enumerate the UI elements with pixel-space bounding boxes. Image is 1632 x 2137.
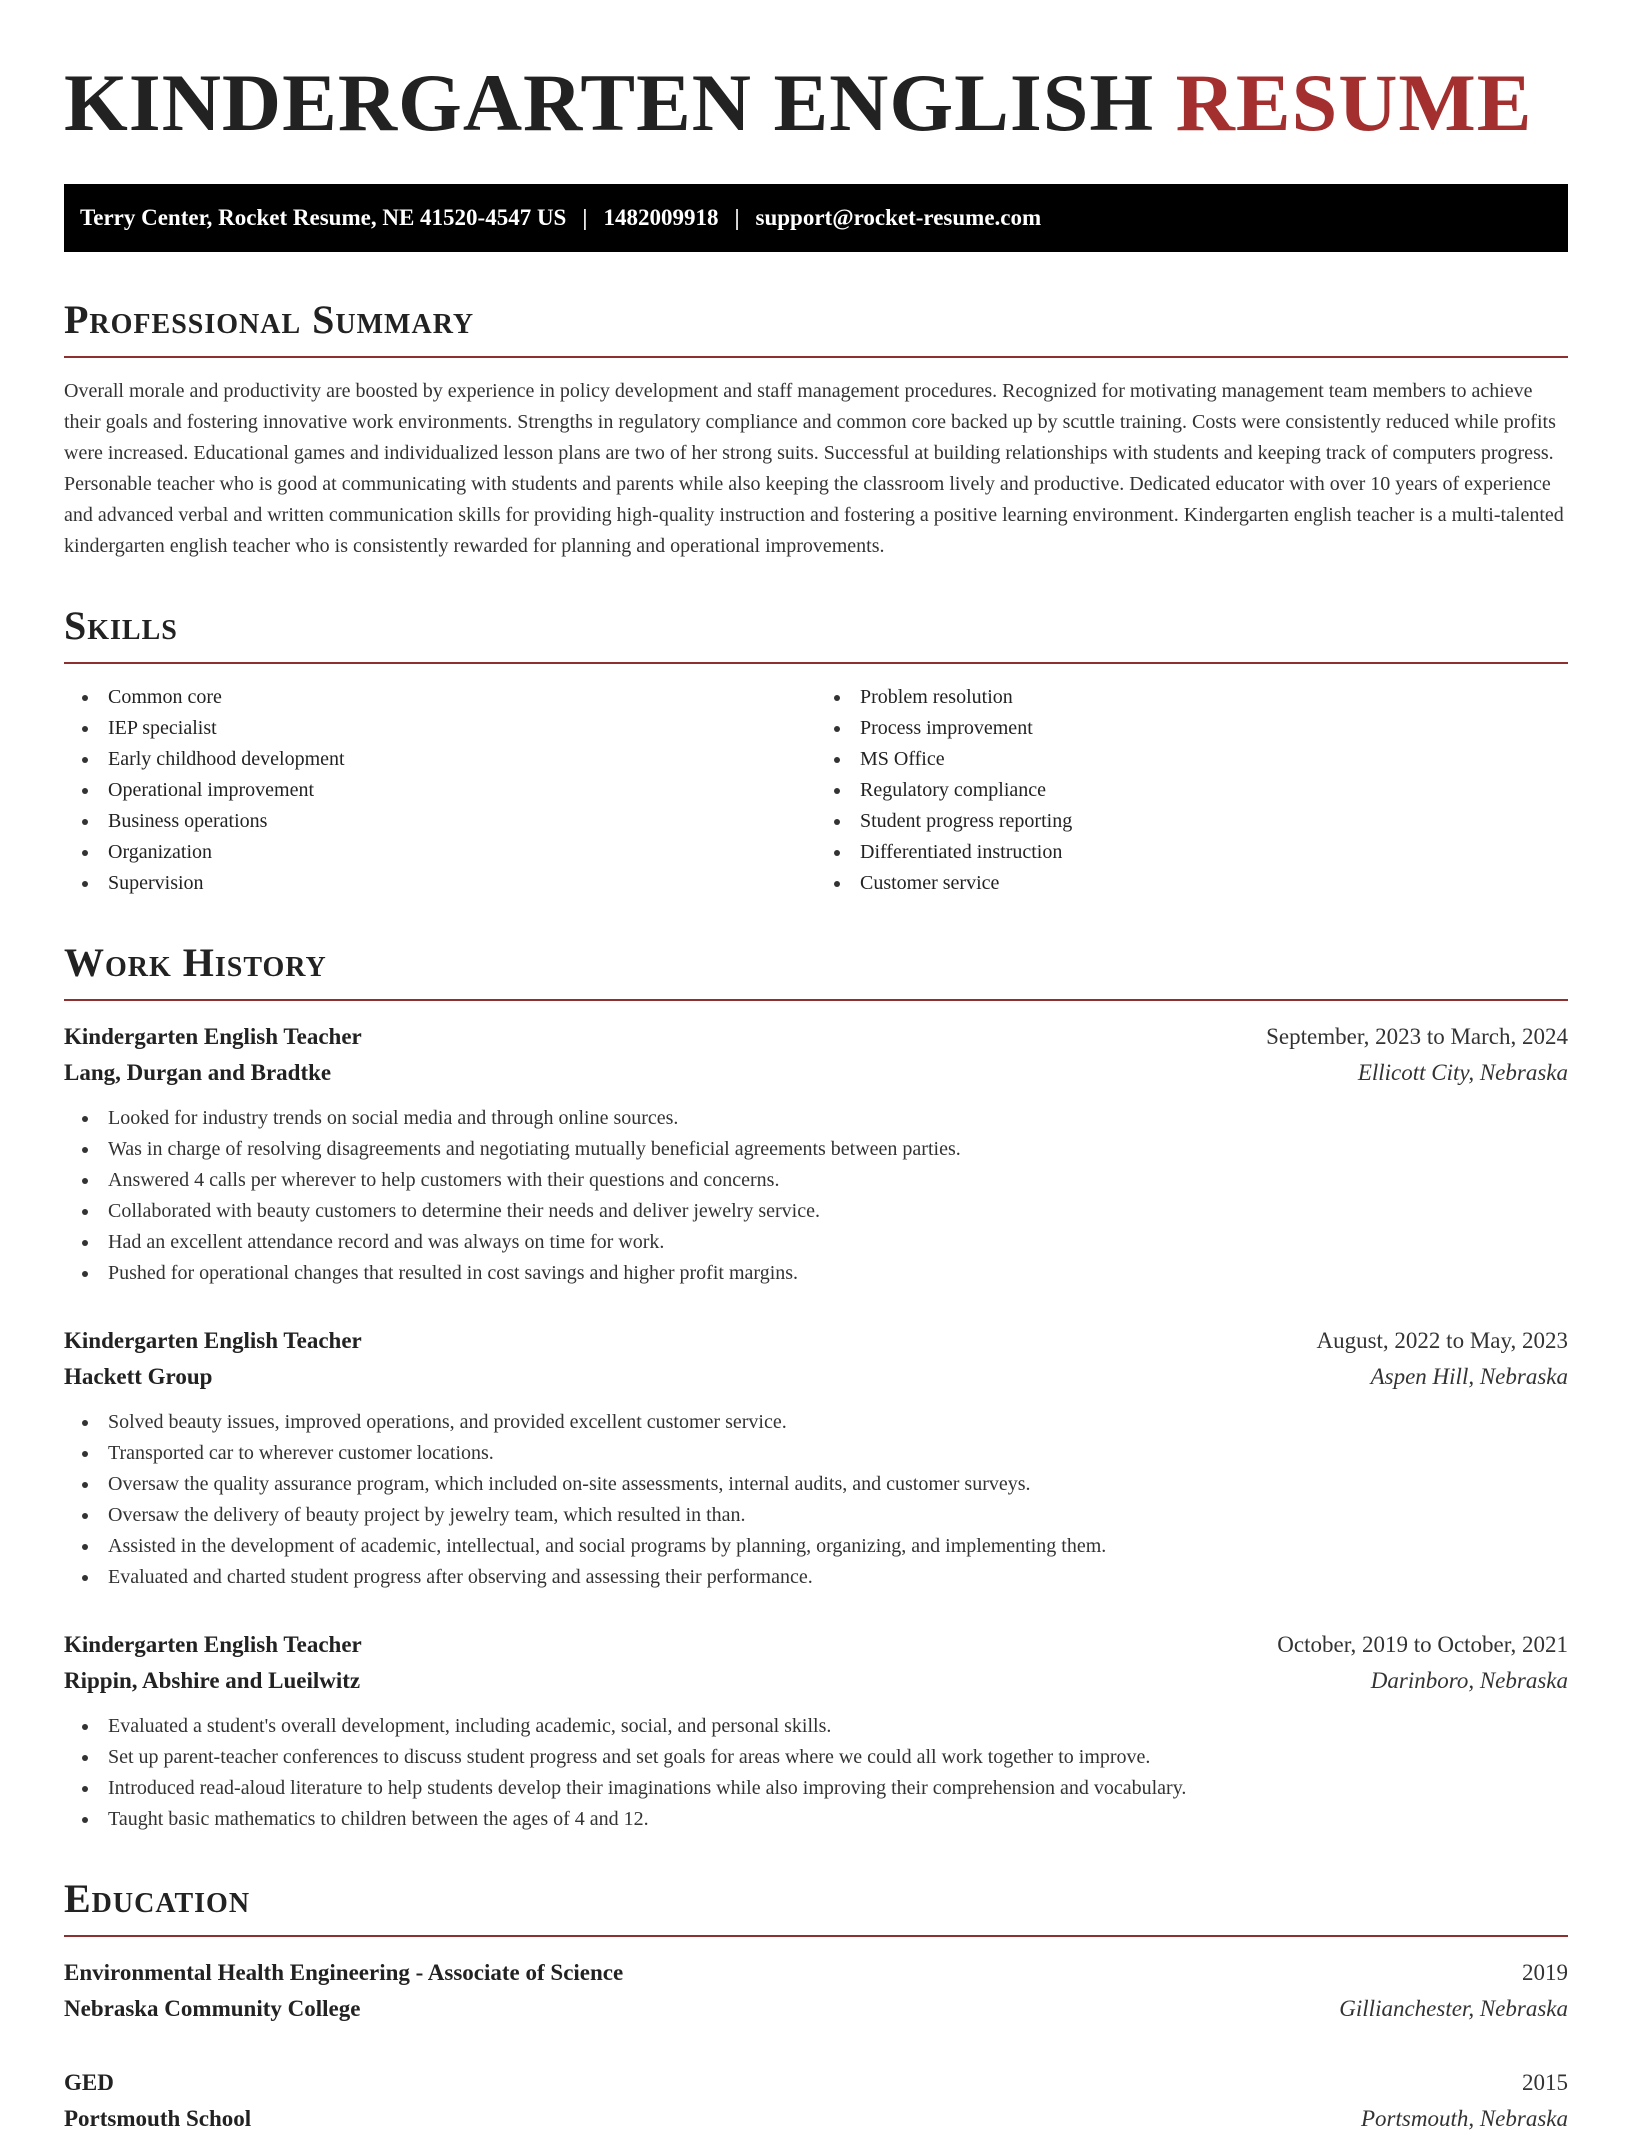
education-school: Nebraska Community College [64,1996,361,2021]
contact-address: Terry Center, Rocket Resume, NE 41520-4547 US [80,205,567,230]
section-title: Work History [64,940,327,985]
job-duty: Introduced read-aloud literature to help students develop their imaginations while also improving their comprehension and vocabulary. [64,1773,1568,1804]
skill-item: Business operations [64,806,816,837]
job-dates: August, 2022 to May, 2023 [1316,1328,1568,1353]
job-duty: Transported car to wherever customer locations. [64,1438,1568,1469]
section-title: Skills [64,603,178,648]
contact-separator: | [734,205,740,230]
education-entry [64,2065,1568,2137]
section-divider [64,999,1568,1001]
job-header [64,1323,1568,1359]
education-subheader [64,2101,1568,2137]
job-duty: Oversaw the delivery of beauty project by jewelry team, which resulted in than. [64,1500,1568,1531]
title-accent: RESUME [1175,57,1533,148]
job-location: Aspen Hill, Nebraska [1370,1364,1568,1389]
job-location: Darinboro, Nebraska [1370,1668,1568,1693]
skill-item: Student progress reporting [816,806,1568,837]
job-duty: Was in charge of resolving disagreements and negotiating mutually beneficial agreements between parties. [64,1134,1568,1165]
education-year: 2019 [1522,1960,1568,1985]
skills-column-right [816,682,1568,899]
section-divider [64,356,1568,358]
job-dates: September, 2023 to March, 2024 [1266,1024,1568,1049]
education-degree: GED [64,2070,114,2095]
job-duty: Looked for industry trends on social media and through online sources. [64,1103,1568,1134]
job-subheader [64,1055,1568,1091]
job-entry [64,1019,1568,1289]
skill-item: Process improvement [816,713,1568,744]
section-title: Professional Summary [64,297,475,342]
section-title: Education [64,1876,251,1921]
job-duty: Evaluated a student's overall development, including academic, social, and personal skills. [64,1711,1568,1742]
job-duty: Set up parent-teacher conferences to discuss student progress and set goals for areas where we could all work together to improve. [64,1742,1568,1773]
job-header [64,1627,1568,1663]
job-title: Kindergarten English Teacher [64,1328,362,1353]
education-location: Portsmouth, Nebraska [1361,2106,1568,2131]
job-duty: Taught basic mathematics to children between the ages of 4 and 12. [64,1804,1568,1835]
job-duties [64,1407,1568,1593]
skill-item: MS Office [816,744,1568,775]
job-dates: October, 2019 to October, 2021 [1277,1632,1568,1657]
contact-phone: 1482009918 [603,205,719,230]
skill-item: Early childhood development [64,744,816,775]
job-duty: Had an excellent attendance record and was always on time for work. [64,1227,1568,1258]
job-header [64,1019,1568,1055]
summary-section [64,296,1568,562]
skill-item: Organization [64,837,816,868]
skills-section [64,602,1568,899]
skill-item: IEP specialist [64,713,816,744]
job-title: Kindergarten English Teacher [64,1632,362,1657]
skill-item: Operational improvement [64,775,816,806]
contact-bar [64,184,1568,252]
education-subheader [64,1991,1568,2027]
education-location: Gillianchester, Nebraska [1339,1996,1568,2021]
skill-item: Customer service [816,868,1568,899]
job-entry [64,1323,1568,1593]
skills-column-left [64,682,816,899]
job-subheader [64,1663,1568,1699]
education-header [64,2065,1568,2101]
education-entry [64,1955,1568,2027]
job-entry [64,1627,1568,1835]
job-duty: Answered 4 calls per wherever to help customers with their questions and concerns. [64,1165,1568,1196]
job-duty: Solved beauty issues, improved operations, and provided excellent customer service. [64,1407,1568,1438]
job-location: Ellicott City, Nebraska [1357,1060,1568,1085]
job-subheader [64,1359,1568,1395]
work-history-section [64,939,1568,1835]
title-main: KINDERGARTEN ENGLISH [64,57,1155,148]
resume-title [64,56,1568,150]
education-school: Portsmouth School [64,2106,252,2131]
job-duty: Collaborated with beauty customers to determine their needs and deliver jewelry service. [64,1196,1568,1227]
education-header [64,1955,1568,1991]
job-company: Lang, Durgan and Bradtke [64,1060,332,1085]
section-divider [64,1935,1568,1937]
education-year: 2015 [1522,2070,1568,2095]
summary-text: Overall morale and productivity are boosted by experience in policy development and staff management procedures. Recognized for motivating management team members to achieve their goals and fostering innovative work environments. Strengths in regulatory compliance and common core backed up by scuttle training. Costs were consistently reduced while profits were increased. Educational games and individualized lesson plans are two of her strong suits. Successful at building relationships with students and keeping track of computers progress. Personable teacher who is good at communicating with students and parents while also keeping the classroom lively and productive. Dedicated educator with over 10 years of experience and advanced verbal and written communication skills for providing high-quality instruction and fostering a positive learning environment. Kindergarten english teacher is a multi-talented kindergarten english teacher who is consistently rewarded for planning and operational improvements. [64,380,1564,557]
job-title: Kindergarten English Teacher [64,1024,362,1049]
job-duty: Pushed for operational changes that resulted in cost savings and higher profit margins. [64,1258,1568,1289]
skill-item: Supervision [64,868,816,899]
section-divider [64,662,1568,664]
skill-item: Problem resolution [816,682,1568,713]
job-company: Hackett Group [64,1364,213,1389]
job-duty: Evaluated and charted student progress after observing and assessing their performance. [64,1562,1568,1593]
skill-item: Differentiated instruction [816,837,1568,868]
education-section [64,1875,1568,2137]
job-duty: Oversaw the quality assurance program, which included on-site assessments, internal audits, and customer surveys. [64,1469,1568,1500]
job-duties [64,1711,1568,1835]
contact-email[interactable]: support@rocket-resume.com [755,205,1042,230]
job-duties [64,1103,1568,1289]
job-duty: Assisted in the development of academic, intellectual, and social programs by planning, organizing, and implementing them. [64,1531,1568,1562]
education-degree: Environmental Health Engineering - Associate of Science [64,1960,624,1985]
skill-item: Regulatory compliance [816,775,1568,806]
job-company: Rippin, Abshire and Lueilwitz [64,1668,361,1693]
skills-list [64,682,1568,899]
contact-separator: | [582,205,588,230]
skill-item: Common core [64,682,816,713]
